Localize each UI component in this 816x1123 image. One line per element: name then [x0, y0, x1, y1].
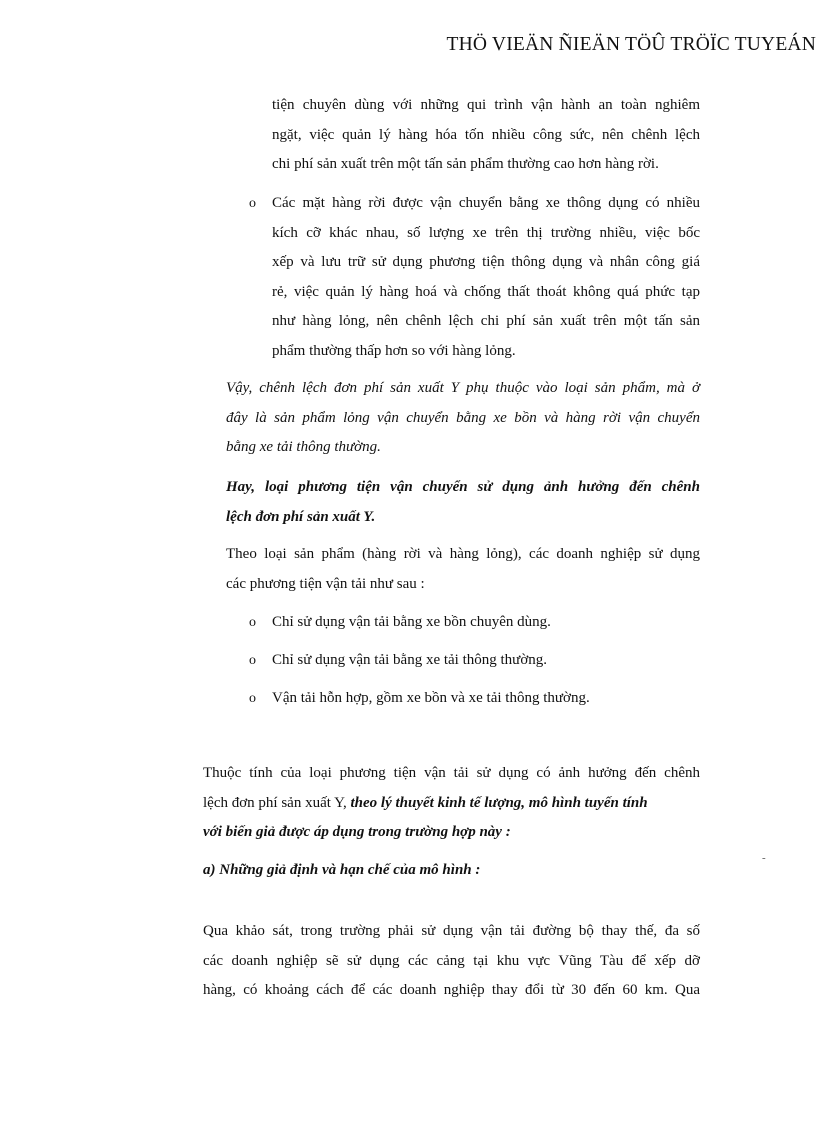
- bullet-marker: o: [249, 653, 256, 668]
- text-line: các phương tiện vận tải như sau :: [226, 576, 425, 592]
- bullet-marker: o: [249, 691, 256, 706]
- text-line: Qua khảo sát, trong trường phải sử dụng vận tải đường bộ thay thế, đa số: [203, 923, 700, 939]
- text-line: xếp và lưu trữ sử dụng phương tiện thông dụng và nhân công giá: [272, 254, 700, 270]
- text-line: kích cỡ khác nhau, số lượng xe trên thị trường nhiều, việc bốc: [272, 225, 700, 241]
- text-line: lệch đơn phí sản xuất Y.: [226, 509, 376, 525]
- text-line: hàng, có khoảng cách để các doanh nghiệp thay đổi từ 30 đến 60 km. Qua: [203, 982, 700, 998]
- text-line: chi phí sản xuất trên một tấn sản phẩm thường cao hơn hàng rời.: [272, 156, 659, 172]
- text-line: đây là sản phẩm lỏng vận chuyển bằng xe bồn và hàng rời vận chuyển: [226, 410, 700, 426]
- text-line: tiện chuyên dùng với những qui trình vận hành an toàn nghiêm: [272, 97, 700, 113]
- text-line: Các mặt hàng rời được vận chuyển bằng xe thông dụng có nhiều: [272, 195, 700, 211]
- text-line: Theo loại sản phẩm (hàng rời và hàng lỏng), các doanh nghiệp sử dụng: [226, 546, 700, 562]
- list-item-text: Vận tải hỗn hợp, gồm xe bồn và xe tải thông thường.: [272, 690, 590, 706]
- page-header-title: THÖ VIEÄN ÑIEÄN TÖÛ TRÖÏC TUYEÁN: [446, 34, 816, 55]
- list-item: [249, 608, 704, 638]
- list-item-text: Chỉ sử dụng vận tải bằng xe bồn chuyên dùng.: [272, 614, 551, 630]
- bullet-marker: o: [249, 615, 256, 630]
- section-heading: a) Những giả định và hạn chế của mô hình :: [203, 862, 481, 878]
- emphasis-segment: theo lý thuyết kinh tế lượng, mô hình tuyến tính: [350, 795, 648, 811]
- text-line: Thuộc tính của loại phương tiện vận tải sử dụng có ảnh hưởng đến chênh: [203, 765, 700, 781]
- text-line: phẩm thường thấp hơn so với hàng lỏng.: [272, 343, 516, 359]
- text-line: với biến giả được áp dụng trong trường hợp này :: [203, 824, 511, 840]
- text-line: các doanh nghiệp sẽ sử dụng các cảng tại khu vực Vũng Tàu để xếp dỡ: [203, 953, 700, 969]
- text-line: như hàng lỏng, nên chênh lệch chi phí sản xuất trên một tấn sản: [272, 313, 700, 329]
- text-line: Vậy, chênh lệch đơn phí sản xuất Y phụ thuộc vào loại sản phẩm, mà ở: [226, 380, 700, 396]
- list-item: [249, 646, 704, 676]
- text-line: [203, 789, 703, 819]
- text-line: Hay, loại phương tiện vận chuyển sử dụng ảnh hưởng đến chênh: [226, 479, 700, 495]
- text-line: ngặt, việc quản lý hàng hóa tốn nhiều công sức, nên chênh lệch: [272, 127, 700, 143]
- list-item: [249, 684, 704, 714]
- stray-mark: -: [762, 852, 766, 864]
- bullet-marker: o: [249, 196, 256, 211]
- list-item-text: Chỉ sử dụng vận tải bằng xe tải thông thường.: [272, 652, 547, 668]
- text-segment: lệch đơn phí sản xuất Y,: [203, 795, 351, 811]
- text-line: rẻ, việc quản lý hàng hoá và chống thất thoát không quá phức tạp: [272, 284, 700, 300]
- text-line: bằng xe tải thông thường.: [226, 439, 381, 455]
